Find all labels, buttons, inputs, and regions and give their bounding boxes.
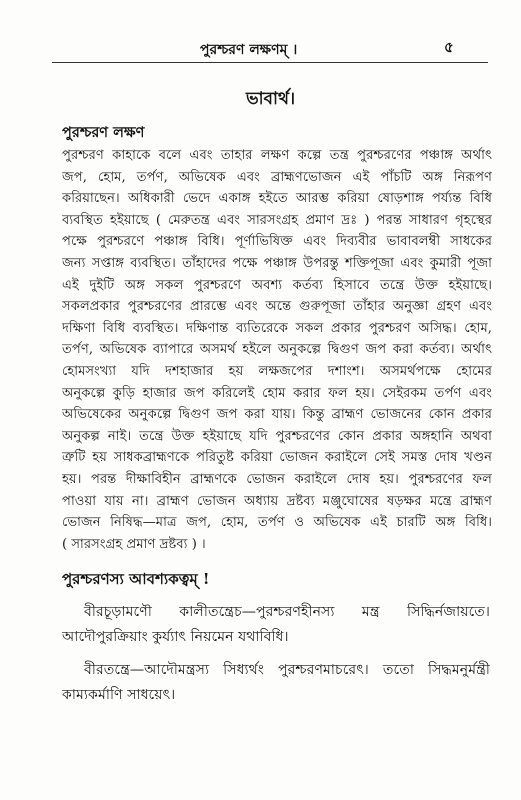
paragraph-line: জন্য সপ্তাঙ্গ ব্যবস্থিত। তাঁহাদের পক্ষে পঞ্চাঙ্গ উপরন্তু শক্তিপূজা এবং কুমারী পূজা bbox=[62, 255, 492, 271]
section-heading: ভাবার্থ। bbox=[245, 89, 296, 109]
verse-line: বীরতন্ত্রে—আদৌমন্ত্রস্য সিধ্যর্থং পুরশ্চরণমাচরেৎ। ততো সিদ্ধমনুর্মন্ত্রী bbox=[84, 662, 490, 678]
subheading-purascharan-lakshan: পুরশ্চরণ লক্ষণ bbox=[62, 124, 145, 141]
paragraph-line: ( সারসংগ্রহ প্রমাণ দ্রষ্টব্য ) । bbox=[62, 536, 206, 552]
paragraph-line: দক্ষিণা বিধি ব্যবস্থিত। দক্ষিণান্ত ব্যতিরেকে সকল প্রকার পুরশ্চরণ অসিদ্ধ। হোম, bbox=[62, 320, 492, 336]
paragraph-line: অনুকল্প নাই। তন্ত্রে উক্ত হইয়াছে যদি পুরশ্চরণের কোন প্রকার অঙ্গহানি অথবা bbox=[62, 428, 492, 444]
verse-line: কাম্যকর্মাণি সাধয়েৎ। bbox=[62, 687, 176, 703]
paragraph-line: পক্ষে পুরশ্চরণে পঞ্চাঙ্গ বিধি। পূর্ণাভিষিক্ত এবং দিব্যবীর ভাবাবলম্বী সাধকের bbox=[62, 234, 492, 250]
verse-line: বীরচূড়ামণৌ কালীতন্ত্রেচ—পুরশ্চরণহীনস্য মন্ত্র সিদ্ধির্নজায়তে। bbox=[84, 604, 490, 620]
paragraph-line: জপ, হোম, তর্পণ, অভিষেক এবং ব্রাহ্মণভোজন এই পাঁচটি অঙ্গ নিরূপণ bbox=[62, 169, 492, 185]
verse-line: আদৌপুরক্রিয়াং কুর্য্যাৎ নিয়মেন যথাবিধি। bbox=[62, 629, 289, 645]
paragraph-line: অভিষেকের অনুকল্পে দ্বিগুণ জপ করা যায়। কিন্তু ব্রাহ্মণ ভোজনের কোন প্রকার bbox=[62, 407, 492, 423]
paragraph-line: অনুকল্পে কুড়ি হাজার জপ করিলেই হোম করার ফল হয়। সেইরকম তর্পণ এবং bbox=[62, 385, 492, 401]
verse-quotation bbox=[62, 600, 490, 650]
page-number: ৫ bbox=[444, 38, 454, 56]
verse-quotation bbox=[62, 658, 490, 708]
paragraph-line: হোমসংখ্যা যদি দশহাজার হয় লক্ষজপের দশাংশ। অসমর্থপক্ষে হোমের bbox=[62, 363, 492, 379]
running-header bbox=[0, 38, 521, 60]
running-title: পুরশ্চরণ লক্ষণম্ । bbox=[200, 42, 298, 58]
paragraph-line: পুরশ্চরণ কাহাকে বলে এবং তাহার লক্ষণ কল্পে তন্ত্র পুরশ্চরণের পঞ্চাঙ্গ অর্থাৎ bbox=[62, 148, 492, 163]
paragraph-line: ব্যবস্থিত হইয়াছে ( মেরুতন্ত্র এবং সারসংগ্রহ প্রমাণ দ্রঃ ) পরন্ত সাধারণ গৃহস্থের bbox=[62, 212, 492, 228]
paragraph-line: তর্পণ, অভিষেক ব্যাপারে অসমর্থ হইলে অনুকল্পে দ্বিগুণ জপ করা কর্তব্য। অর্থাৎ bbox=[62, 342, 492, 358]
paragraph-purascharan-definition bbox=[62, 145, 492, 555]
paragraph-line: এই দুইটি অঙ্গ সকল পুরশ্চরণে অবশ্য কর্তব্য হিসাবে তন্ত্রে উক্ত হইয়াছে। bbox=[62, 277, 492, 293]
subheading-purascharan-necessity: পুরশ্চরণস্য আবশ্যকত্বম্ ! bbox=[62, 570, 210, 588]
paragraph-line: সকলপ্রকার পুরশ্চরণের প্রারম্ভে এবং অন্তে গুরুপূজা তাঁহার অনুজ্ঞা গ্রহণ এবং bbox=[62, 299, 492, 315]
paragraph-line: পাওয়া যায় না। ব্রাহ্মণ ভোজন অধ্যায় দ্রষ্টব্য মঞ্জুঘোষের ষড়ক্ষর মন্ত্রে ব্রাহ্মণ bbox=[62, 493, 492, 509]
paragraph-line: হয়। পরন্ত দীক্ষাবিহীন ব্রাহ্মণকে ভোজন করাইলে দোষ হয়। পুরশ্চরণের ফল bbox=[62, 471, 492, 487]
paragraph-line: ভোজন নিষিদ্ধ—মাত্র জপ, হোম, তর্পণ ও অভিষেক এই চারটি অঙ্গ বিধি। bbox=[62, 515, 492, 531]
paragraph-line: করিয়াছেন। অধিকারী ভেদে একাঙ্গ হইতে আরম্ভ করিয়া ষোড়শাঙ্গ পর্য্যন্ত বিধি bbox=[62, 191, 492, 207]
header-rule bbox=[52, 62, 488, 63]
paragraph-line: ত্রুটি হয় সাধকব্রাহ্মণকে পরিতুষ্ট করিয়া ভোজন করাইলে সেই সমস্ত দোষ খণ্ডন bbox=[62, 450, 492, 466]
